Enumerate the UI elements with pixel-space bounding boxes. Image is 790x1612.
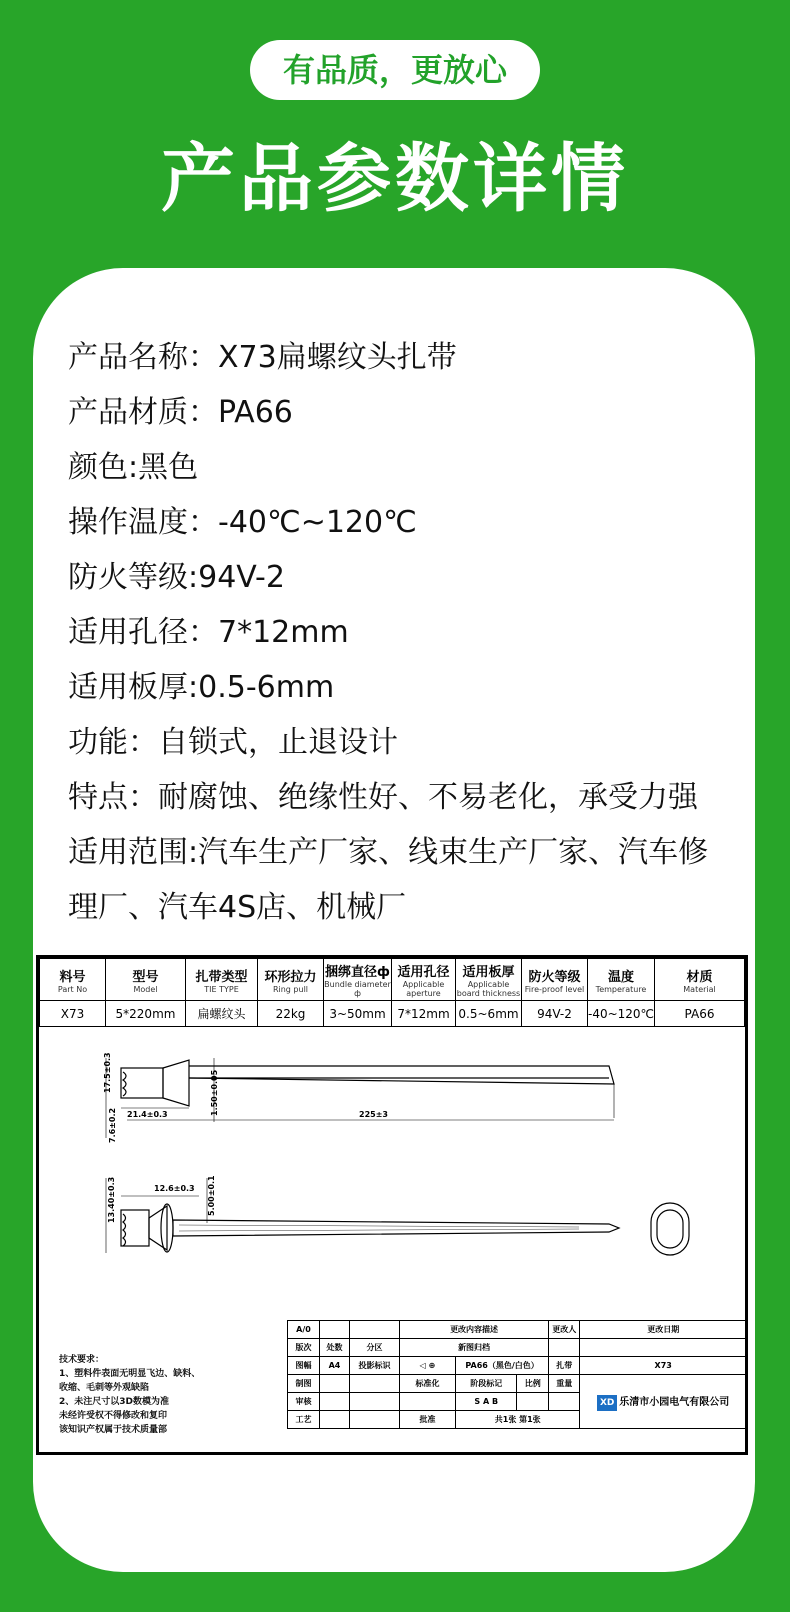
dim-d5: 13.40±0.3 [107, 1176, 116, 1223]
cable-tie-drawing [39, 1038, 745, 1318]
col-header: 料号 Part No [40, 959, 106, 1001]
spec-item: 产品材质：PA66 [68, 395, 293, 430]
spec-table [39, 958, 745, 1027]
note-line: 1、塑料件表面无明显飞边、缺料、 [59, 1369, 201, 1379]
spec-item: 适用板厚:0.5-6mm [68, 670, 335, 705]
quality-badge: 有品质，更放心 [250, 40, 540, 100]
table-cell: 0.5~6mm [456, 1001, 522, 1027]
table-cell: 扁螺纹头 [186, 1001, 258, 1027]
spec-item: 适用范围:汽车生产厂家、线束生产厂家、汽车修理厂、汽车4S店、机械厂 [68, 835, 709, 925]
spec-item: 特点：耐腐蚀、绝缘性好、不易老化，承受力强 [68, 780, 698, 815]
dim-d1: 21.4±0.3 [127, 1110, 168, 1119]
table-cell: 94V-2 [522, 1001, 588, 1027]
dim-d3: 7.6±0.2 [108, 1107, 117, 1143]
technical-drawing [36, 955, 748, 1455]
dim-d6: 5.00±0.1 [207, 1175, 216, 1216]
table-cell: 3~50mm [324, 1001, 392, 1027]
table-cell: X73 [40, 1001, 106, 1027]
spec-list [68, 330, 748, 935]
spec-item: 适用孔径：7*12mm [68, 615, 349, 650]
col-header: 温度 Temperature [588, 959, 655, 1001]
col-header: 适用孔径 Applicable aperture [392, 959, 456, 1001]
table-cell: -40~120℃ [588, 1001, 655, 1027]
col-header: 防火等级 Fire-proof level [522, 959, 588, 1001]
table-cell: 22kg [258, 1001, 324, 1027]
spec-item: 操作温度：-40℃~120℃ [68, 505, 417, 540]
spec-item: 功能：自锁式，止退设计 [68, 725, 398, 760]
col-header: 型号 Model [106, 959, 186, 1001]
dim-d2: 1.50±0.05 [210, 1069, 219, 1116]
note-line: 该知识产权属于技术质量部 [59, 1425, 168, 1435]
col-header: 扎带类型 TIE TYPE [186, 959, 258, 1001]
table-cell: 7*12mm [392, 1001, 456, 1027]
col-header: 捆绑直径ф Bundle diameter ф [324, 959, 392, 1001]
col-header: 材质 Material [655, 959, 745, 1001]
page-title: 产品参数详情 [161, 136, 629, 222]
note-line: 收缩、毛刺等外观缺陷 [59, 1383, 150, 1393]
table-cell: 5*220mm [106, 1001, 186, 1027]
table-cell: PA66 [655, 1001, 745, 1027]
spec-item: 颜色:黑色 [68, 450, 199, 485]
title-block: A/0 更改内容描述 更改人 更改日期 版次 处数 分区 新图归档 图幅 A4 投影标识 ◁ ⊕ PA66（黑色/白色） 扎带 X73 制图 标准化 阶段标记 比例 重量 XD 乐清市小园电气有限公司 审核 S A B 工艺 批准 共1张 第1张 [287, 1320, 747, 1429]
dim-d7: 17.5±0.3 [103, 1052, 112, 1093]
dim-d4: 12.6±0.3 [154, 1184, 195, 1193]
note-line: 2、未注尺寸以3D数模为准 [59, 1397, 169, 1407]
projection-icon: ◁ ⊕ [400, 1357, 456, 1375]
tech-notes [59, 1353, 200, 1437]
spec-item: 防火等级:94V-2 [68, 560, 285, 595]
spec-item: 产品名称：X73扁螺纹头扎带 [68, 340, 457, 375]
note-line: 未经许受权不得修改和复印 [59, 1411, 168, 1421]
company-logo: XD 乐清市小园电气有限公司 [580, 1375, 747, 1429]
dim-length: 225±3 [359, 1110, 388, 1119]
col-header: 环形拉力 Ring pull [258, 959, 324, 1001]
note-line: 技术要求： [59, 1355, 105, 1365]
col-header: 适用板厚 Applicable board thickness [456, 959, 522, 1001]
